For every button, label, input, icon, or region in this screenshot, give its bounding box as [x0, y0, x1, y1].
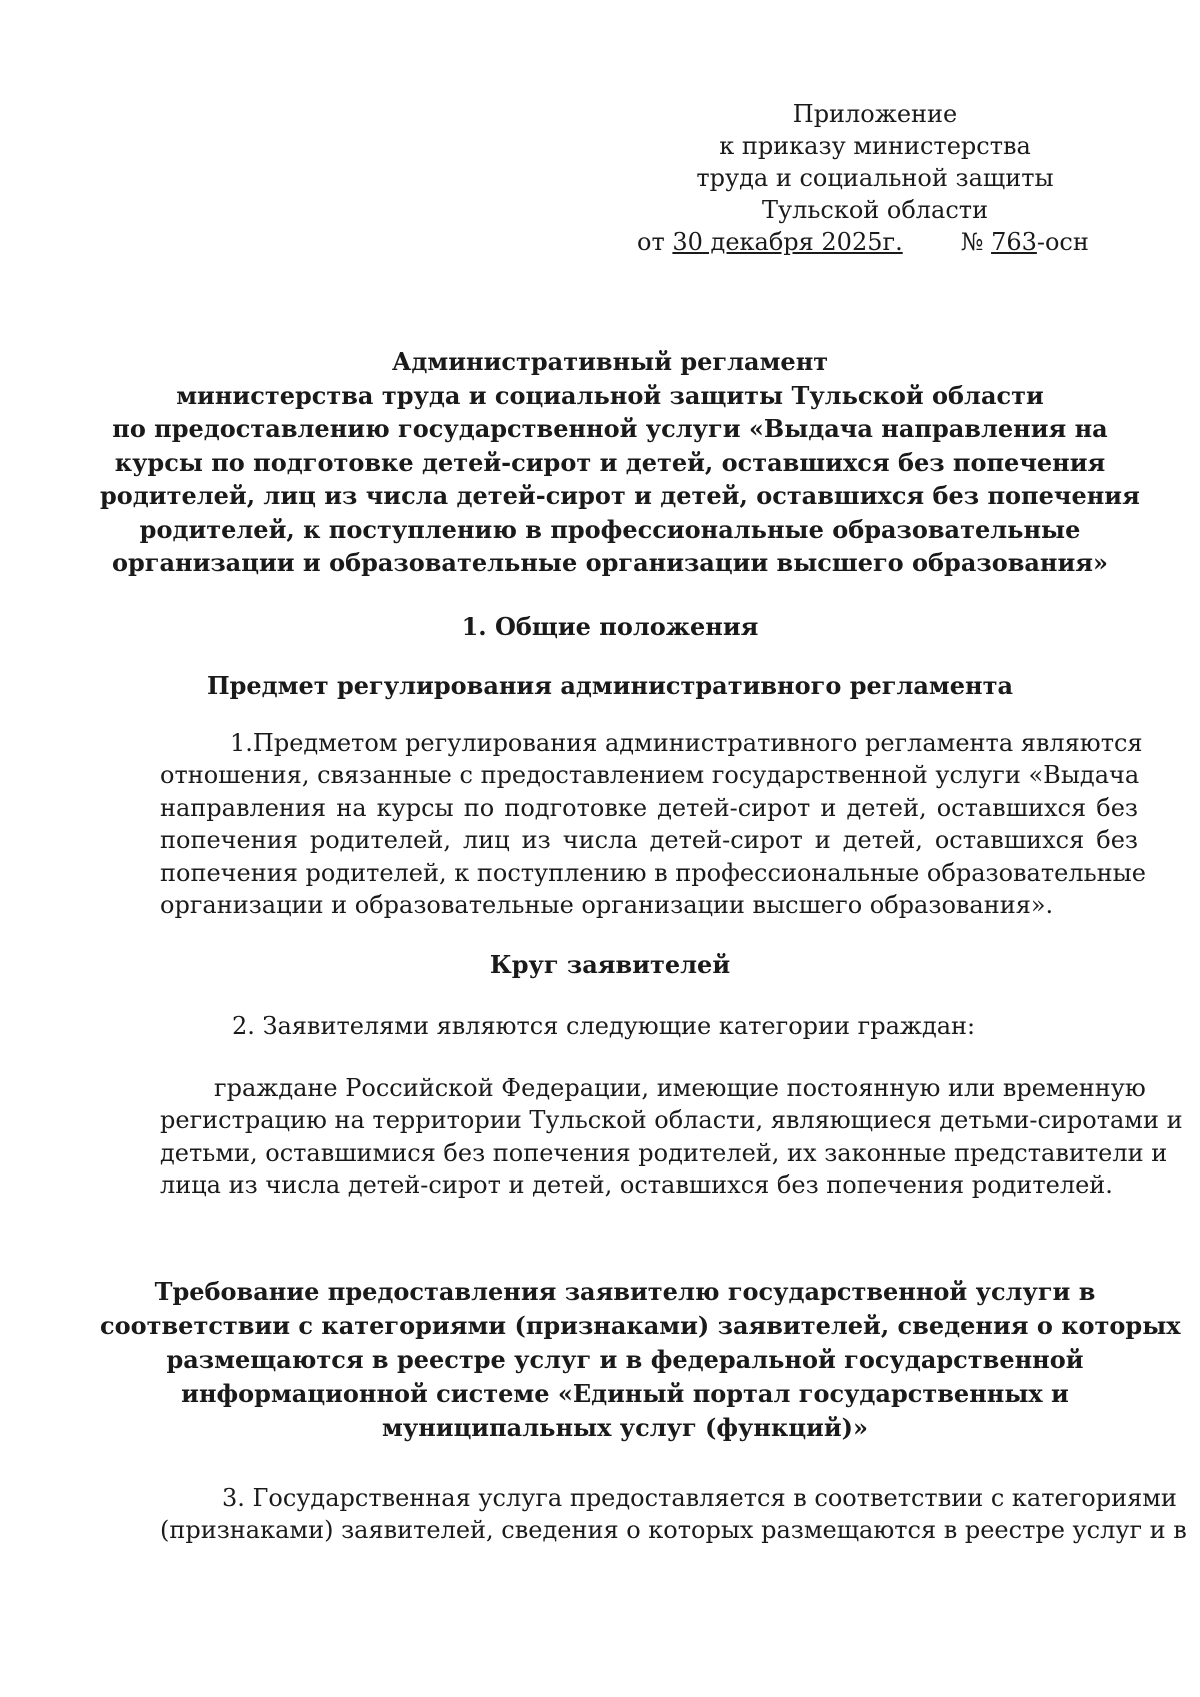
subsection-heading: Предмет регулирования административного регламента [206, 671, 1014, 700]
title-line: организации и образовательные организации высшего образования» [111, 548, 1109, 577]
paragraph-line: граждане Российской Федерации, имеющие постоянную или временную [214, 1074, 1146, 1102]
order-number-prefix: № [960, 228, 984, 256]
approval-header [640, 98, 1110, 226]
section-heading: 1. Общие положения [461, 612, 759, 641]
paragraph-line: направления на курсы по подготовке детей-сирот и детей, оставшихся без [160, 793, 1138, 822]
header-line: Тульской области [761, 196, 989, 224]
order-number: 763 [991, 228, 1037, 256]
document-title [100, 345, 1140, 580]
order-date: 30 декабря 2025г. [672, 228, 903, 256]
paragraph-line: попечения родителей, к поступлению в профессиональные образовательные [160, 858, 1146, 887]
requirement-heading-line: размещаются в реестре услуг и в федеральной государственной [166, 1345, 1084, 1374]
paragraph-line: организации и образовательные организации высшего образования». [160, 891, 1054, 920]
order-number-suffix: -осн [1036, 228, 1089, 256]
paragraph-4 [160, 1482, 1187, 1547]
requirement-heading [100, 1275, 1181, 1445]
order-reference [637, 226, 1089, 258]
applicants-heading: Круг заявителей [489, 950, 731, 979]
title-line: родителей, лиц из числа детей-сирот и детей, оставшихся без попечения [100, 481, 1140, 510]
title-line: министерства труда и социальной защиты Тульской области [176, 380, 1044, 410]
paragraph-line: лица из числа детей-сирот и детей, оставшихся без попечения родителей. [160, 1171, 1113, 1200]
paragraph-line: детьми, оставшимися без попечения родителей, их законные представители и [160, 1138, 1168, 1167]
paragraph-line: 3. Государственная услуга предоставляется в соответствии с категориями [222, 1484, 1177, 1512]
paragraph-line: регистрацию на территории Тульской области, являющиеся детьми-сиротами и [160, 1106, 1183, 1135]
requirement-heading-line: Требование предоставления заявителю государственной услуги в [154, 1277, 1096, 1306]
order-prefix: от [637, 228, 665, 256]
header-line: труда и социальной защиты [696, 164, 1054, 192]
paragraph-line: попечения родителей, лиц из числа детей-сирот и детей, оставшихся без [160, 826, 1138, 855]
requirement-heading-line: информационной системе «Единый портал государственных и [181, 1379, 1069, 1408]
paragraph-2: 2. Заявителями являются следующие категории граждан: [232, 1012, 976, 1040]
paragraph-line: (признаками) заявителей, сведения о которых размещаются в реестре услуг и в [160, 1516, 1187, 1545]
paragraph-1 [160, 727, 1146, 921]
title-line: Административный регламент [391, 347, 829, 376]
paragraph-3 [160, 1072, 1183, 1202]
requirement-heading-line: соответствии с категориями (признаками) заявителей, сведения о которых [100, 1311, 1181, 1340]
paragraph-line: отношения, связанные с предоставлением государственной услуги «Выдача [160, 761, 1140, 790]
header-line: Приложение [792, 100, 958, 128]
header-line: к приказу министерства [719, 132, 1031, 160]
title-line: родителей, к поступлению в профессиональные образовательные [139, 514, 1081, 544]
title-line: курсы по подготовке детей-сирот и детей, оставшихся без попечения [114, 447, 1106, 477]
paragraph-line: 1.Предметом регулирования административного регламента являются [230, 729, 1143, 757]
requirement-heading-line: муниципальных услуг (функций)» [382, 1413, 868, 1442]
title-line: по предоставлению государственной услуги «Выдача направления на [112, 414, 1108, 443]
